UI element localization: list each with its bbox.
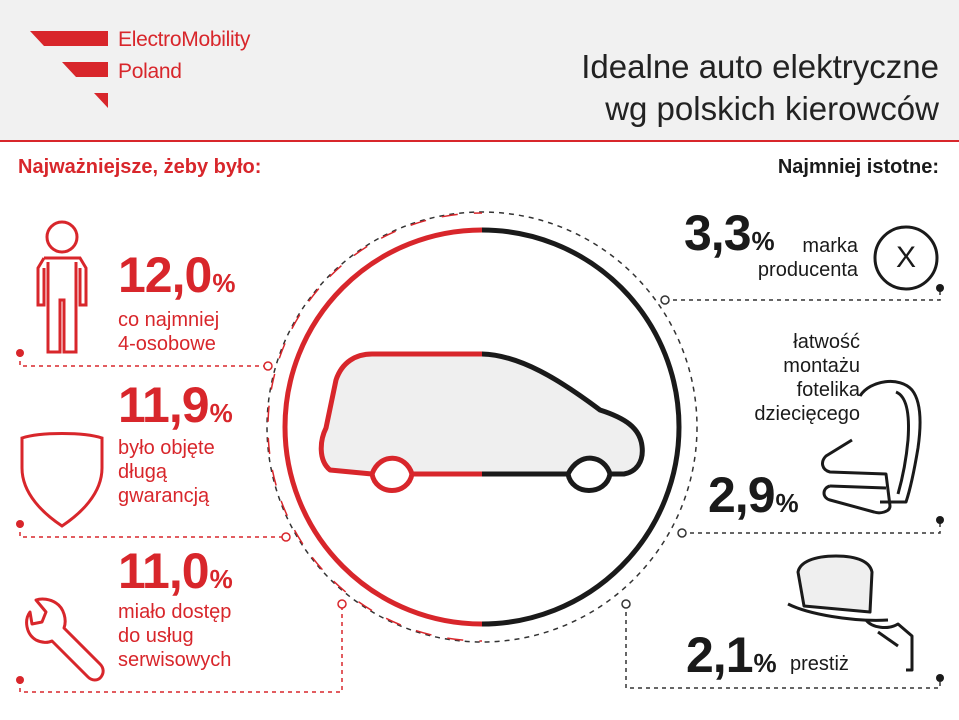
connector-dot — [16, 520, 24, 528]
desc-line: fotelika — [796, 379, 860, 401]
stat-description — [118, 436, 215, 508]
stat-unit: % — [209, 564, 233, 594]
stat-value — [708, 467, 799, 528]
stat-value — [118, 377, 233, 438]
desc-line: miało dostęp — [118, 601, 232, 623]
logo-icon — [30, 31, 108, 108]
logo-line2: Poland — [118, 60, 182, 83]
title-line2: wg polskich kierowców — [605, 90, 939, 127]
person-icon — [38, 222, 86, 352]
brand-x-label: X — [895, 241, 916, 274]
stat-value — [686, 627, 777, 688]
desc-line: łatwość — [793, 331, 860, 353]
stat-value — [118, 247, 236, 308]
desc-line: producenta — [757, 259, 858, 281]
stat-description — [730, 234, 858, 282]
stat-description — [118, 600, 231, 672]
desc-line: było objęte — [118, 437, 215, 459]
desc-line: serwisowych — [118, 649, 232, 671]
wrench-icon — [27, 599, 104, 680]
desc-line: 4-osobowe — [118, 333, 216, 355]
connector-dot — [936, 674, 944, 682]
stat-unit: % — [775, 488, 799, 518]
shield-icon — [22, 434, 102, 527]
desc-line: prestiż — [790, 653, 849, 675]
stat-unit: % — [751, 226, 775, 256]
stat-description — [720, 330, 860, 426]
right-heading: Najmniej istotne: — [777, 156, 939, 178]
connector-node — [678, 529, 686, 537]
desc-line: długą — [118, 461, 167, 483]
stat-number: 12,0 — [118, 247, 212, 303]
stat-description — [790, 652, 849, 676]
stat-unit: % — [212, 268, 236, 298]
desc-line: co najmniej — [118, 309, 220, 331]
stat-description — [118, 308, 219, 356]
page-title — [379, 46, 939, 130]
desc-line: montażu — [783, 355, 860, 377]
desc-line: dziecięcego — [754, 403, 860, 425]
connector-dot — [936, 284, 944, 292]
stat-number: 11,0 — [118, 543, 209, 599]
stat-number: 3,3 — [684, 205, 751, 261]
car-icon — [321, 354, 642, 491]
connector-node — [264, 362, 272, 370]
stat-number: 11,9 — [118, 377, 209, 433]
connector-dot — [936, 516, 944, 524]
logo-line1: ElectroMobility — [118, 28, 251, 51]
connector-node — [338, 600, 346, 608]
left-heading: Najważniejsze, żeby było: — [18, 156, 262, 178]
stat-number: 2,9 — [708, 467, 775, 523]
stat-value — [118, 543, 233, 604]
desc-line: gwarancją — [118, 485, 210, 507]
stat-unit: % — [753, 648, 777, 678]
connector-node — [661, 296, 669, 304]
desc-line: do usług — [118, 625, 194, 647]
desc-line: marka — [802, 235, 858, 257]
connector-dot — [16, 676, 24, 684]
connector-node — [622, 600, 630, 608]
connector-dot — [16, 349, 24, 357]
connector-node — [282, 533, 290, 541]
title-line1: Idealne auto elektryczne — [581, 48, 939, 85]
stat-unit: % — [209, 398, 233, 428]
stat-number: 2,1 — [686, 627, 753, 683]
